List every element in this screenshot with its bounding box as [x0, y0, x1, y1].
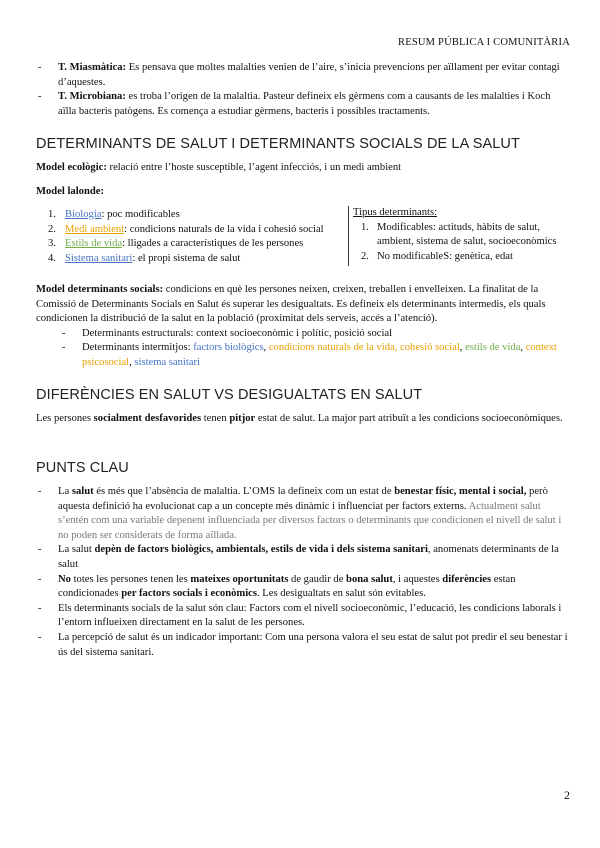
list-item: - La salut és més que l’absència de malaltia. L’OMS la defineix com un estat de benestar físic, mental i social, però aquesta definició ha evolucionat cap a un concepte més dinàmic i influenciat per factors externs. Actualment salut s’entén com una variable depenent influenciada per diversos factors o determinants que condicionen el nivell de salut i no poden ser considerats de forma aïllada. — [36, 485, 570, 543]
link-biologia: Biologia — [65, 209, 102, 220]
list-item: - No totes les persones tenen les mateixes oportunitats de gaudir de bona salut, i aquestes diferències estan condicionades per factors socials i econòmics. Les desigualtats en salut són evitables. — [36, 573, 570, 602]
list-item: 4. Sistema sanitari: el propi sistema de salut — [48, 252, 241, 264]
list-item: - Determinants estructurals: context socioeconòmic i polític, posició social — [36, 327, 570, 342]
list-item: - La percepció de salut és un indicador important: Com una persona valora el seu estat de salut pot predir el seu benestar i ús del sistema sanitari. — [36, 631, 570, 660]
page-number: 2 — [564, 788, 570, 802]
link-estils-de-vida: Estils de vida — [65, 238, 123, 250]
model-ecologic: Model ecològic: relació entre l’hoste susceptible, l’agent infecciós, i un medi ambient — [36, 162, 402, 173]
list-item: - T. Microbiana: es troba l’origen de la malaltia. Pasteur defineix els gèrmens com a causants de les malalties i Koch aïlla bacteris patògens. Es comença a estudiar gèrmens, bacteris i possibles tractaments. — [36, 90, 570, 119]
list-item: 2. No modificableS: genètica, edat — [361, 250, 513, 262]
lalonde-list — [36, 206, 348, 266]
section-heading: DETERMINANTS DE SALUT I DETERMINANTS SOCIALS DE LA SALUT — [36, 136, 520, 152]
list-item: 2. Medi ambient: condicions naturals de la vida i cohesió social — [48, 223, 324, 235]
model-determinants-socials: Model determinants socials: condicions en què les persones neixen, creixen, treballen i envelleixen. La finalitat de la Comissió de Determinants Socials en Salut és superar les desigualtats. Es defineix els determinants intermedis, els quals condicionen la distribució de la salut en la població (proximitat dels serveis, accés a l’atenció). - Determinants estructurals: context socioeconòmic i polític, posició social - Determinants intermitjos: factors biològics, condicions naturals de la vida, cohesió social, estils de vida, context psicosocial, sistema sanitari — [36, 283, 570, 371]
list-item: - Els determinants socials de la salut són clau: Factors com el nivell socioeconòmic, l’educació, les condicions laborals i l’entorn influeixen directament en la salut de les persones. — [36, 602, 570, 631]
list-item: - La salut depèn de factors biològics, ambientals, estils de vida i dels sistema sanitari, anomenats determinants de la salut — [36, 543, 570, 572]
intro-list — [36, 61, 570, 119]
tipus-determinants — [348, 206, 570, 266]
list-item: - T. Miasmàtica: Es pensava que moltes malalties venien de l’aire, s’inicia prevencions per aïllament per evitar contagi d’aquestes. — [36, 61, 570, 90]
model-lalonde-label: Model lalonde: — [36, 186, 104, 197]
section-heading: PUNTS CLAU — [36, 460, 129, 476]
punts-clau-list — [36, 485, 570, 660]
list-item: - Determinants intermitjos: factors biològics, condicions naturals de la vida, cohesió social, estils de vida, context psicosocial, sistema sanitari — [36, 341, 570, 370]
list-item: 1. Modificables: actituds, hàbits de salut, ambient, sistema de salut, socioeconòmics — [361, 221, 557, 248]
link-medi-ambient: Medi ambient — [65, 223, 125, 235]
link-sistema-sanitari: Sistema sanitari — [65, 252, 133, 264]
lalonde-table — [36, 206, 570, 266]
tipus-title: Tipus determinants: — [353, 207, 438, 218]
list-item: 1. Biologia: poc modificables — [48, 209, 180, 220]
running-header: RESUM PÚBLICA I COMUNITÀRIA — [398, 37, 570, 48]
list-item: 3. Estils de vida: lligades a característiques de les persones — [48, 238, 304, 250]
section-heading: DIFERÈNCIES EN SALUT VS DESIGUALTATS EN SALUT — [36, 387, 423, 403]
section2-text: Les persones socialment desfavorides tenen pitjor estat de salut. La major part atribuït a les condicions socioeconòmiques. — [36, 413, 563, 424]
